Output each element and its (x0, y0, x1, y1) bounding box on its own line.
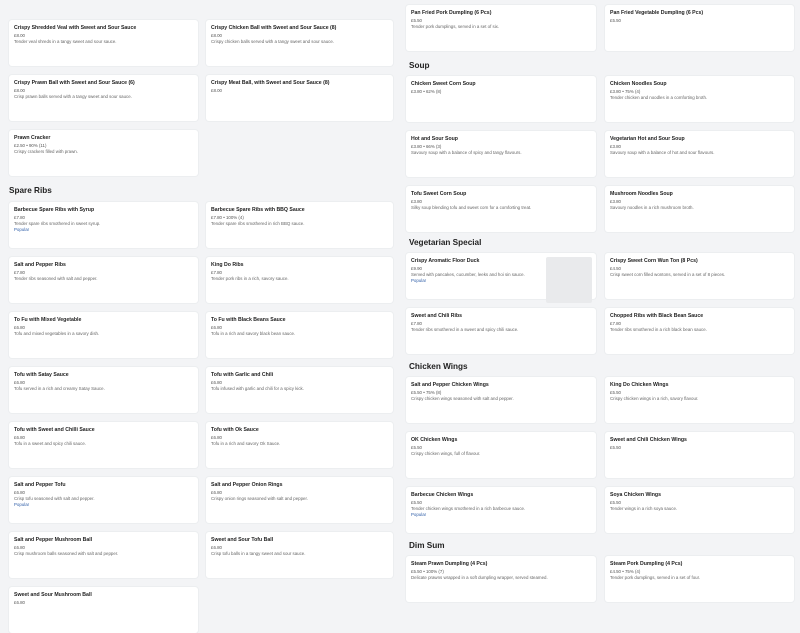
item-price: £5.50 (411, 499, 422, 505)
menu-item-card[interactable] (605, 186, 794, 232)
menu-item-card[interactable] (206, 422, 393, 468)
section-title-chicken-wings: Chicken Wings (409, 362, 468, 371)
item-description: Tofu in a sweet and spicy chili sauce. (14, 440, 86, 446)
item-name: Barbecue Spare Ribs with BBQ Sauce (211, 207, 305, 213)
item-description: Tender veal shreds in a tangy sweet and sour sauce. (14, 38, 117, 44)
item-price: £3.80 (610, 143, 621, 149)
menu-item-card[interactable] (206, 532, 393, 578)
item-name: Salt and Pepper Ribs (14, 262, 66, 268)
menu-item-card[interactable] (9, 587, 198, 633)
menu-item-card[interactable] (605, 308, 794, 354)
item-description: Crispy chicken wings, full of flavour. (411, 450, 481, 456)
item-price: £7.80 (411, 320, 422, 326)
menu-item-card[interactable] (605, 432, 794, 478)
item-name: Crispy Prawn Ball with Sweet and Sour Sauce (6) (14, 80, 135, 86)
menu-item-card[interactable] (406, 377, 596, 423)
item-name: To Fu with Black Beans Sauce (211, 317, 286, 323)
menu-item-card[interactable] (406, 131, 596, 177)
item-price: £5.50 (411, 17, 422, 23)
menu-item-card[interactable] (406, 556, 596, 602)
item-tag: Popular (14, 502, 30, 508)
item-description: Tofu in a rich and savory Ok Sauce. (211, 440, 281, 446)
item-description: Crisp tofu seasoned with salt and pepper. (14, 495, 95, 501)
item-price: £9.90 (411, 265, 422, 271)
item-price: £6.80 (211, 379, 222, 385)
item-price: £5.50 (610, 444, 621, 450)
item-description: Savoury soup with a balance of hot and sour flavours. (610, 149, 715, 155)
item-description: Crisp mushroom balls seasoned with salt and pepper. (14, 550, 119, 556)
menu-item-card[interactable] (406, 308, 596, 354)
item-name: Crispy Aromatic Floor Duck (411, 258, 480, 264)
item-description: Tender spare ribs smothered in sweet syrup. (14, 220, 101, 226)
menu-item-card[interactable] (9, 367, 198, 413)
menu-item-card[interactable] (406, 186, 596, 232)
menu-item-card[interactable] (605, 76, 794, 122)
item-price: £2.50 • 90% (11) (14, 142, 47, 148)
item-name: Soya Chicken Wings (610, 492, 661, 498)
item-description: Tender pork dumplings, served in a set of four. (610, 574, 701, 580)
menu-item-card[interactable] (9, 202, 198, 248)
menu-item-card[interactable] (406, 253, 596, 299)
menu-item-card[interactable] (605, 556, 794, 602)
item-price: £3.80 (411, 198, 422, 204)
item-name: King Do Ribs (211, 262, 244, 268)
menu-item-card[interactable] (9, 422, 198, 468)
item-price: £7.80 (14, 214, 25, 220)
item-description: Crisp tofu balls in a tangy sweet and sour sauce. (211, 550, 306, 556)
item-name: Chicken Sweet Corn Soup (411, 81, 476, 87)
menu-item-card[interactable] (206, 312, 393, 358)
section-title-soup: Soup (409, 61, 430, 70)
menu-item-card[interactable] (9, 130, 198, 176)
item-name: Steam Prawn Dumpling (4 Pcs) (411, 561, 488, 567)
item-name: Pan Fried Vegetable Dumpling (6 Pcs) (610, 10, 704, 16)
menu-item-card[interactable] (9, 532, 198, 578)
item-name: Chicken Noodles Soup (610, 81, 667, 87)
item-description: Tender pork ribs in a rich, savory sauce. (211, 275, 289, 281)
item-name: Chopped Ribs with Black Bean Sauce (610, 313, 704, 319)
item-price: £6.80 (211, 544, 222, 550)
item-name: Tofu with Ok Sauce (211, 427, 259, 433)
menu-item-card[interactable] (605, 377, 794, 423)
item-name: Pan Fried Pork Dumpling (6 Pcs) (411, 10, 492, 16)
item-price: £4.50 • 75% (4) (610, 568, 641, 574)
item-tag: Popular (14, 227, 30, 233)
item-name: To Fu with Mixed Vegetable (14, 317, 82, 323)
menu-item-card[interactable] (406, 76, 596, 122)
item-description: Tender wings in a rich soya sauce. (610, 505, 678, 511)
item-description: Crispy chicken balls served with a tangy sweet and sour sauce. (211, 38, 334, 44)
item-name: Sweet and Chili Chicken Wings (610, 437, 687, 443)
item-name: Salt and Pepper Tofu (14, 482, 66, 488)
item-name: Salt and Pepper Onion Rings (211, 482, 283, 488)
item-name: Sweet and Sour Tofu Ball (211, 537, 274, 543)
section-title-dim-sum: Dim Sum (409, 541, 445, 550)
item-price: £7.80 • 100% (4) (211, 214, 244, 220)
item-price: £5.50 (411, 444, 422, 450)
menu-item-card[interactable] (605, 131, 794, 177)
section-title-spare-ribs: Spare Ribs (9, 186, 52, 195)
item-price: £3.80 • 62% (8) (411, 88, 442, 94)
menu-item-card[interactable] (206, 75, 393, 121)
item-description: Tender chicken and noodles in a comforting broth. (610, 94, 708, 100)
item-name: Sweet and Chili Ribs (411, 313, 463, 319)
item-description: Delicate prawns wrapped in a soft dumpling wrapper, served steamed. (411, 574, 548, 580)
item-name: Mushroom Noodles Soup (610, 191, 673, 197)
menu-item-card[interactable] (406, 5, 596, 51)
item-name: Tofu with Garlic and Chili (211, 372, 274, 378)
item-price: £8.00 (14, 87, 25, 93)
item-description: Tofu served in a rich and creamy Satay Sauce. (14, 385, 105, 391)
item-name: King Do Chicken Wings (610, 382, 669, 388)
item-price: £5.50 (610, 17, 621, 23)
item-price: £3.80 (610, 198, 621, 204)
item-description: Tender ribs smothered in a rich black bean sauce. (610, 326, 707, 332)
item-price: £6.80 (14, 544, 25, 550)
menu-item-card[interactable] (9, 477, 198, 523)
item-name: Barbecue Chicken Wings (411, 492, 474, 498)
item-description: Tender ribs smothered in a sweet and spicy chili sauce. (411, 326, 519, 332)
item-name: Sweet and Sour Mushroom Ball (14, 592, 92, 598)
section-title-vegetarian-special: Vegetarian Special (409, 238, 482, 247)
item-price: £6.80 (14, 434, 25, 440)
menu-item-card[interactable] (9, 20, 198, 66)
item-price: £6.80 (14, 599, 25, 605)
item-price: £6.80 (211, 489, 222, 495)
menu-item-card[interactable] (605, 487, 794, 533)
item-price: £7.80 (14, 269, 25, 275)
menu-item-card[interactable] (206, 477, 393, 523)
item-price: £5.50 (610, 499, 621, 505)
item-price: £6.80 (14, 489, 25, 495)
item-name: Tofu with Sweet and Chilli Sauce (14, 427, 95, 433)
item-name: Prawn Cracker (14, 135, 51, 141)
menu-item-card[interactable] (206, 202, 393, 248)
item-price: £5.50 • 100% (7) (411, 568, 444, 574)
menu-item-card[interactable] (206, 20, 393, 66)
item-name: Crispy Shredded Veal with Sweet and Sour Sauce (14, 25, 137, 31)
item-description: Tender pork dumplings, served in a set of six. (411, 23, 500, 29)
item-name: Crispy Sweet Corn Wun Ton (8 Pcs) (610, 258, 698, 264)
menu-item-card[interactable] (206, 257, 393, 303)
item-price: £6.80 (211, 324, 222, 330)
item-name: OK Chicken Wings (411, 437, 458, 443)
item-description: Crispy onion rings seasoned with salt and pepper. (211, 495, 308, 501)
item-description: Savoury soup with a balance of spicy and tangy flavours. (411, 149, 522, 155)
item-description: Crisp sweet corn filled wontons, served in a set of 8 pieces. (610, 271, 726, 277)
item-price: £7.80 (610, 320, 621, 326)
item-description: Crispy chicken wings in a rich, savory flavour. (610, 395, 699, 401)
item-description: Tofu and mixed vegetables in a savory dish. (14, 330, 100, 336)
item-name: Barbecue Spare Ribs with Syrup (14, 207, 95, 213)
menu-item-card[interactable] (9, 257, 198, 303)
item-name: Tofu with Satay Sauce (14, 372, 69, 378)
item-description: Crispy chicken wings seasoned with salt and pepper. (411, 395, 514, 401)
item-photo (546, 257, 592, 303)
item-price: £3.80 • 66% (3) (411, 143, 442, 149)
item-name: Steam Pork Dumpling (4 Pcs) (610, 561, 683, 567)
menu-item-card[interactable] (9, 312, 198, 358)
item-price: £6.80 (211, 434, 222, 440)
item-name: Salt and Pepper Mushroom Ball (14, 537, 93, 543)
menu-item-card[interactable] (605, 5, 794, 51)
item-name: Crispy Meat Ball, with Sweet and Sour Sauce (8) (211, 80, 330, 86)
menu-item-card[interactable] (406, 432, 596, 478)
item-description: Crispy crackers filled with prawn. (14, 148, 78, 154)
item-tag: Popular (411, 512, 427, 518)
item-price: £8.00 (211, 87, 222, 93)
item-description: Crisp prawn balls served with a tangy sweet and sour sauce. (14, 93, 132, 99)
item-description: Tender ribs seasoned with salt and pepper. (14, 275, 98, 281)
item-description: Tender chicken wings smothered in a rich barbecue sauce. (411, 505, 526, 511)
item-price: £8.00 (211, 32, 222, 38)
item-description: Silky soup blending tofu and sweet corn for a comforting treat. (411, 204, 532, 210)
item-description: Tender spare ribs smothered in rich BBQ sauce. (211, 220, 305, 226)
menu-item-card[interactable] (206, 367, 393, 413)
item-name: Crispy Chicken Ball with Sweet and Sour Sauce (8) (211, 25, 337, 31)
item-price: £6.80 (14, 379, 25, 385)
item-description: Tofu in a rich and savory black bean sauce. (211, 330, 296, 336)
menu-item-card[interactable] (605, 253, 794, 299)
item-price: £4.50 (610, 265, 621, 271)
item-description: Savoury noodles in a rich mushroom broth. (610, 204, 694, 210)
menu-item-card[interactable] (9, 75, 198, 121)
item-name: Hot and Sour Soup (411, 136, 458, 142)
item-description: Tofu infused with garlic and chili for a spicy kick. (211, 385, 304, 391)
item-price: £8.00 (14, 32, 25, 38)
item-price: £6.80 (14, 324, 25, 330)
item-name: Tofu Sweet Corn Soup (411, 191, 467, 197)
item-price: £7.80 (211, 269, 222, 275)
item-price: £5.50 (610, 389, 621, 395)
menu-item-card[interactable] (406, 487, 596, 533)
item-price: £3.80 • 75% (4) (610, 88, 641, 94)
item-name: Salt and Pepper Chicken Wings (411, 382, 489, 388)
item-price: £5.50 • 75% (8) (411, 389, 442, 395)
item-description: Served with pancakes, cucumber, leeks and hoi sin sauce. (411, 271, 525, 277)
item-name: Vegetarian Hot and Sour Soup (610, 136, 685, 142)
item-tag: Popular (411, 278, 427, 284)
